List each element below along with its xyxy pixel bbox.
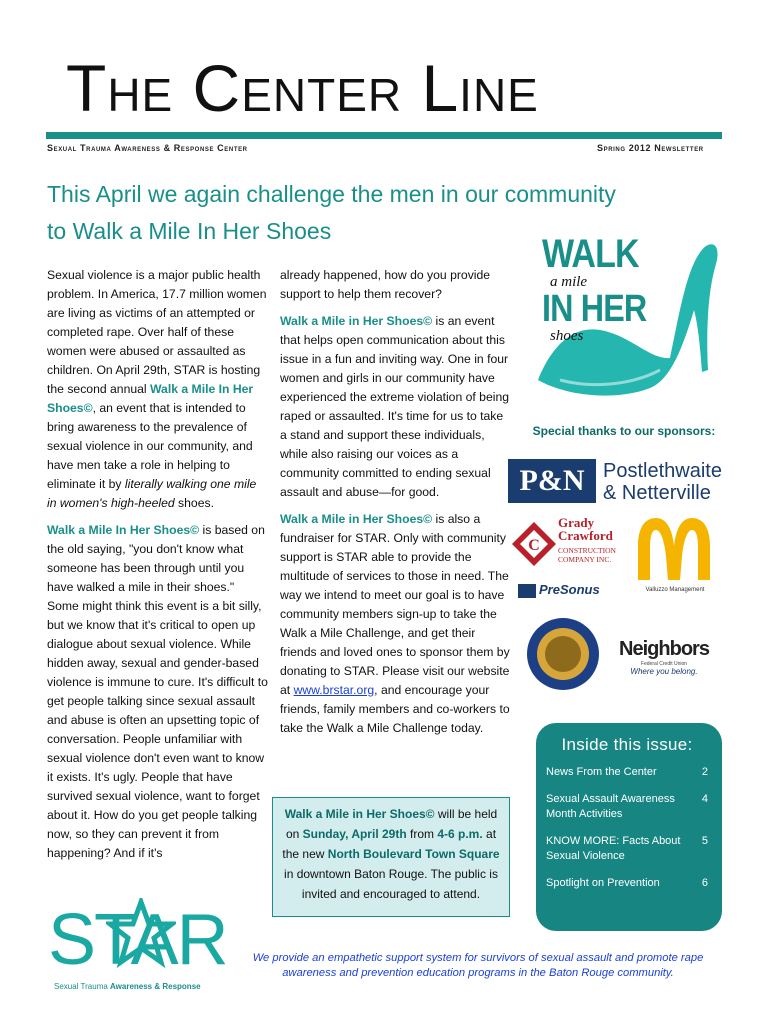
- toc-item[interactable]: News From the Center 2: [546, 766, 708, 778]
- star-shape-icon: [106, 898, 176, 968]
- grady-crawford-logo: C Grady Crawford CONSTRUCTION COMPANY INC.: [510, 516, 620, 572]
- a-mile-text: a mile: [550, 274, 588, 290]
- org-name: Sexual Trauma Awareness & Response Center: [47, 143, 248, 153]
- in-her-text: IN HER: [542, 288, 647, 330]
- neighbors-logo: Neighbors Federal Credit Union Where you belong.: [619, 638, 709, 676]
- headline: This April we again challenge the men in our community to Walk a Mile In Her Shoes: [47, 181, 616, 244]
- city-seal-icon: [525, 616, 601, 692]
- toc-item[interactable]: Spotlight on Prevention 6: [546, 877, 708, 889]
- website-link[interactable]: www.brstar.org: [293, 683, 375, 697]
- toc-item[interactable]: KNOW MORE: Facts About Sexual Violence 5: [546, 835, 708, 862]
- col2-paragraph-3: Walk a Mile in Her Shoes© is also a fundraiser for STAR. Only with community support is STAR able to provide the multitude of services to those in need. The way we intend to meet our goal is to have community members sign-up to take the Walk a Mile Challenge, and get their friends and loved ones to sponsor them by donating to STAR. Please visit our website at www.brstar.org, and encourage your friends, family members and co-workers to take the Walk a Mile Challenge today.: [280, 512, 510, 735]
- presonus-logo: PreSonus: [518, 582, 600, 598]
- article-column-2: [280, 266, 510, 746]
- star-logo: [48, 898, 227, 998]
- pn-name: Postlethwaite & Netterville: [603, 460, 722, 504]
- col2-paragraph-1: already happened, how do you provide support to help them recover?: [280, 268, 491, 301]
- issue-label: Spring 2012 Newsletter: [597, 143, 704, 153]
- mission-statement: We provide an empathetic support system for survivors of sexual assault and promote rape awareness and prevention education programs in the Baton Rouge community.: [252, 952, 704, 979]
- col2-paragraph-2: Walk a Mile in Her Shoes© is an event that helps open communication about this issue in a fun and inviting way. One in four women and girls in our community have experienced the extreme violation of being raped or assaulted. It's time for us to take a stand and support these individuals, while also raising our voices as a community committed to ending sexual assault and abuse—for good.: [280, 314, 509, 499]
- article-column-1: [47, 266, 269, 871]
- event-details-box: Walk a Mile in Her Shoes© will be held on Sunday, April 29th from 4-6 p.m. at the new North Boulevard Town Square in downtown Baton Rouge. The public is invited and encouraged to attend.: [272, 797, 510, 917]
- newsletter-title: The Center Line: [66, 51, 539, 125]
- star-logo-text: STAR: [48, 900, 227, 980]
- sponsors-heading: Special thanks to our sponsors:: [532, 424, 716, 438]
- golden-arches-icon: [634, 516, 714, 582]
- shoes-text: shoes: [550, 328, 584, 344]
- title-rule: [46, 132, 722, 139]
- walk-a-mile-logo: [530, 230, 720, 410]
- toc-item[interactable]: Sexual Assault Awareness Month Activities 4: [546, 793, 708, 820]
- mcdonalds-logo: Valluzzo Management: [634, 516, 716, 600]
- svg-text:C: C: [528, 537, 540, 554]
- inside-this-issue-box: [536, 723, 722, 931]
- diamond-c-icon: [510, 520, 558, 568]
- star-logo-tagline: Sexual Trauma Awareness & Response: [54, 982, 201, 991]
- pn-logo: P&N: [508, 459, 596, 503]
- presonus-mark-icon: [518, 584, 536, 598]
- city-seal-logo: [525, 616, 601, 692]
- col1-paragraph-2: Walk a Mile In Her Shoes© is based on the old saying, "you don't know what someone has been through until you have walked a mile in their shoes." Some might think this event is a bit silly, but we know that it's critical to open up dialogue about sexual violence. While hidden away, sexual and gender-based violence is immune to cure. It's difficult to get people talking since sexual assault and abuse is often an upsetting topic of conversation. People unfamiliar with sexual violence don't even want to know it exists. It's ugly. People that have survived sexual violence, want to forget about it. How do you get people talking now, so they can prevent it from happening? And if it's: [47, 523, 268, 860]
- walk-text: WALK: [542, 232, 639, 276]
- inside-heading: Inside this issue:: [561, 735, 693, 754]
- col1-paragraph-1: Sexual violence is a major public health problem. In America, 17.7 million women are living as victims of an attempted or completed rape. Over half of these women were abused or assaulted as children. On April 29th, STAR is hosting the second annual Walk a Mile In Her Shoes©, an event that is intended to bring awareness to the prevalence of sexual violence in our community, and have men take a role in helping to eliminate it by literally walking one mile in women's high-heeled shoes.: [47, 268, 267, 510]
